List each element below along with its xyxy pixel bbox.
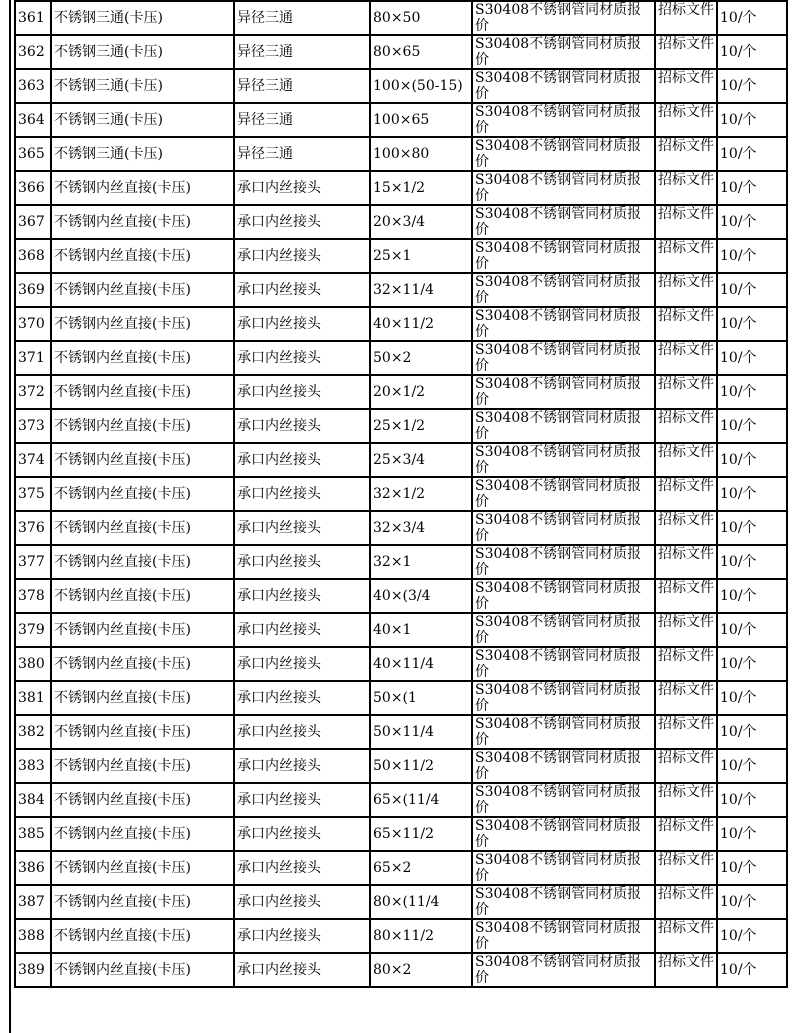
table-row bbox=[15, 953, 787, 987]
item-spec-cell: 40×11/2 bbox=[370, 307, 472, 341]
item-material-cell: S30408不锈钢管同材质报价 bbox=[472, 273, 655, 307]
item-name-cell: 不锈钢内丝直接(卡压) bbox=[51, 273, 234, 307]
item-material-cell: S30408不锈钢管同材质报价 bbox=[472, 885, 655, 919]
item-spec-cell: 40×11/4 bbox=[370, 647, 472, 681]
item-spec-cell: 50×2 bbox=[370, 341, 472, 375]
item-quantity-cell: 10/个 bbox=[717, 715, 787, 749]
item-spec-cell: 65×(11/4 bbox=[370, 783, 472, 817]
item-name-cell: 不锈钢内丝直接(卡压) bbox=[51, 851, 234, 885]
item-material-cell: S30408不锈钢管同材质报价 bbox=[472, 477, 655, 511]
item-material-cell: S30408不锈钢管同材质报价 bbox=[472, 69, 655, 103]
item-source-cell: 招标文件 bbox=[655, 715, 717, 749]
item-type-cell: 承口内丝接头 bbox=[234, 749, 370, 783]
item-source-cell: 招标文件 bbox=[655, 375, 717, 409]
table-row bbox=[15, 137, 787, 171]
item-spec-cell: 32×1/2 bbox=[370, 477, 472, 511]
row-number-cell: 387 bbox=[15, 885, 51, 919]
table-row bbox=[15, 613, 787, 647]
item-source-cell: 招标文件 bbox=[655, 69, 717, 103]
item-name-cell: 不锈钢内丝直接(卡压) bbox=[51, 477, 234, 511]
item-spec-cell: 80×50 bbox=[370, 1, 472, 35]
item-quantity-cell: 10/个 bbox=[717, 1, 787, 35]
row-number-cell: 362 bbox=[15, 35, 51, 69]
item-spec-cell: 100×65 bbox=[370, 103, 472, 137]
item-quantity-cell: 10/个 bbox=[717, 749, 787, 783]
item-material-cell: S30408不锈钢管同材质报价 bbox=[472, 205, 655, 239]
item-quantity-cell: 10/个 bbox=[717, 239, 787, 273]
item-spec-cell: 25×1/2 bbox=[370, 409, 472, 443]
item-source-cell: 招标文件 bbox=[655, 749, 717, 783]
item-spec-cell: 65×2 bbox=[370, 851, 472, 885]
table-row bbox=[15, 307, 787, 341]
table-body bbox=[15, 1, 787, 987]
item-source-cell: 招标文件 bbox=[655, 783, 717, 817]
item-name-cell: 不锈钢内丝直接(卡压) bbox=[51, 681, 234, 715]
table-row bbox=[15, 817, 787, 851]
item-type-cell: 承口内丝接头 bbox=[234, 613, 370, 647]
item-quantity-cell: 10/个 bbox=[717, 681, 787, 715]
item-quantity-cell: 10/个 bbox=[717, 137, 787, 171]
table-row bbox=[15, 477, 787, 511]
item-quantity-cell: 10/个 bbox=[717, 205, 787, 239]
item-spec-cell: 32×1 bbox=[370, 545, 472, 579]
table-row bbox=[15, 545, 787, 579]
item-source-cell: 招标文件 bbox=[655, 205, 717, 239]
row-number-cell: 376 bbox=[15, 511, 51, 545]
item-type-cell: 承口内丝接头 bbox=[234, 511, 370, 545]
item-name-cell: 不锈钢三通(卡压) bbox=[51, 137, 234, 171]
row-number-cell: 379 bbox=[15, 613, 51, 647]
table-row bbox=[15, 749, 787, 783]
item-quantity-cell: 10/个 bbox=[717, 443, 787, 477]
table-row bbox=[15, 783, 787, 817]
table-row bbox=[15, 205, 787, 239]
item-name-cell: 不锈钢内丝直接(卡压) bbox=[51, 205, 234, 239]
item-quantity-cell: 10/个 bbox=[717, 647, 787, 681]
item-type-cell: 异径三通 bbox=[234, 69, 370, 103]
item-source-cell: 招标文件 bbox=[655, 511, 717, 545]
row-number-cell: 384 bbox=[15, 783, 51, 817]
item-name-cell: 不锈钢内丝直接(卡压) bbox=[51, 919, 234, 953]
item-type-cell: 承口内丝接头 bbox=[234, 307, 370, 341]
row-number-cell: 368 bbox=[15, 239, 51, 273]
table-row bbox=[15, 69, 787, 103]
item-spec-cell: 25×1 bbox=[370, 239, 472, 273]
table-row bbox=[15, 579, 787, 613]
item-type-cell: 承口内丝接头 bbox=[234, 409, 370, 443]
item-source-cell: 招标文件 bbox=[655, 477, 717, 511]
item-name-cell: 不锈钢内丝直接(卡压) bbox=[51, 239, 234, 273]
row-number-cell: 388 bbox=[15, 919, 51, 953]
row-number-cell: 361 bbox=[15, 1, 51, 35]
table-row bbox=[15, 851, 787, 885]
item-type-cell: 承口内丝接头 bbox=[234, 919, 370, 953]
item-quantity-cell: 10/个 bbox=[717, 613, 787, 647]
table-row bbox=[15, 341, 787, 375]
row-number-cell: 386 bbox=[15, 851, 51, 885]
item-quantity-cell: 10/个 bbox=[717, 545, 787, 579]
item-type-cell: 承口内丝接头 bbox=[234, 681, 370, 715]
item-quantity-cell: 10/个 bbox=[717, 35, 787, 69]
item-source-cell: 招标文件 bbox=[655, 681, 717, 715]
item-type-cell: 承口内丝接头 bbox=[234, 715, 370, 749]
item-type-cell: 承口内丝接头 bbox=[234, 341, 370, 375]
item-material-cell: S30408不锈钢管同材质报价 bbox=[472, 409, 655, 443]
item-quantity-cell: 10/个 bbox=[717, 307, 787, 341]
item-type-cell: 异径三通 bbox=[234, 103, 370, 137]
item-spec-cell: 100×80 bbox=[370, 137, 472, 171]
item-spec-cell: 15×1/2 bbox=[370, 171, 472, 205]
item-name-cell: 不锈钢三通(卡压) bbox=[51, 69, 234, 103]
item-source-cell: 招标文件 bbox=[655, 817, 717, 851]
item-spec-cell: 20×3/4 bbox=[370, 205, 472, 239]
row-number-cell: 366 bbox=[15, 171, 51, 205]
row-number-cell: 383 bbox=[15, 749, 51, 783]
item-quantity-cell: 10/个 bbox=[717, 579, 787, 613]
table-row bbox=[15, 715, 787, 749]
item-name-cell: 不锈钢内丝直接(卡压) bbox=[51, 341, 234, 375]
table-row bbox=[15, 1, 787, 35]
item-material-cell: S30408不锈钢管同材质报价 bbox=[472, 613, 655, 647]
item-type-cell: 承口内丝接头 bbox=[234, 545, 370, 579]
row-number-cell: 372 bbox=[15, 375, 51, 409]
item-name-cell: 不锈钢三通(卡压) bbox=[51, 35, 234, 69]
item-source-cell: 招标文件 bbox=[655, 885, 717, 919]
item-type-cell: 承口内丝接头 bbox=[234, 239, 370, 273]
item-name-cell: 不锈钢内丝直接(卡压) bbox=[51, 511, 234, 545]
item-material-cell: S30408不锈钢管同材质报价 bbox=[472, 817, 655, 851]
item-spec-cell: 20×1/2 bbox=[370, 375, 472, 409]
item-type-cell: 承口内丝接头 bbox=[234, 579, 370, 613]
item-source-cell: 招标文件 bbox=[655, 171, 717, 205]
item-material-cell: S30408不锈钢管同材质报价 bbox=[472, 375, 655, 409]
item-type-cell: 承口内丝接头 bbox=[234, 851, 370, 885]
item-spec-cell: 80×(11/4 bbox=[370, 885, 472, 919]
table-row bbox=[15, 885, 787, 919]
item-spec-cell: 40×(3/4 bbox=[370, 579, 472, 613]
item-source-cell: 招标文件 bbox=[655, 273, 717, 307]
table-row bbox=[15, 511, 787, 545]
item-name-cell: 不锈钢内丝直接(卡压) bbox=[51, 579, 234, 613]
item-spec-cell: 65×11/2 bbox=[370, 817, 472, 851]
item-material-cell: S30408不锈钢管同材质报价 bbox=[472, 307, 655, 341]
item-quantity-cell: 10/个 bbox=[717, 885, 787, 919]
row-number-cell: 373 bbox=[15, 409, 51, 443]
item-quantity-cell: 10/个 bbox=[717, 103, 787, 137]
item-source-cell: 招标文件 bbox=[655, 35, 717, 69]
row-number-cell: 380 bbox=[15, 647, 51, 681]
item-spec-cell: 32×11/4 bbox=[370, 273, 472, 307]
row-number-cell: 381 bbox=[15, 681, 51, 715]
row-number-cell: 369 bbox=[15, 273, 51, 307]
item-quantity-cell: 10/个 bbox=[717, 409, 787, 443]
item-source-cell: 招标文件 bbox=[655, 919, 717, 953]
item-quantity-cell: 10/个 bbox=[717, 511, 787, 545]
item-name-cell: 不锈钢内丝直接(卡压) bbox=[51, 307, 234, 341]
item-type-cell: 承口内丝接头 bbox=[234, 953, 370, 987]
item-quantity-cell: 10/个 bbox=[717, 817, 787, 851]
item-name-cell: 不锈钢内丝直接(卡压) bbox=[51, 545, 234, 579]
item-material-cell: S30408不锈钢管同材质报价 bbox=[472, 545, 655, 579]
item-material-cell: S30408不锈钢管同材质报价 bbox=[472, 953, 655, 987]
item-material-cell: S30408不锈钢管同材质报价 bbox=[472, 35, 655, 69]
item-name-cell: 不锈钢三通(卡压) bbox=[51, 103, 234, 137]
item-material-cell: S30408不锈钢管同材质报价 bbox=[472, 443, 655, 477]
item-type-cell: 承口内丝接头 bbox=[234, 171, 370, 205]
item-quantity-cell: 10/个 bbox=[717, 375, 787, 409]
item-name-cell: 不锈钢内丝直接(卡压) bbox=[51, 885, 234, 919]
row-number-cell: 365 bbox=[15, 137, 51, 171]
table-row bbox=[15, 647, 787, 681]
item-source-cell: 招标文件 bbox=[655, 647, 717, 681]
item-source-cell: 招标文件 bbox=[655, 851, 717, 885]
item-type-cell: 承口内丝接头 bbox=[234, 885, 370, 919]
table-row bbox=[15, 681, 787, 715]
item-name-cell: 不锈钢内丝直接(卡压) bbox=[51, 375, 234, 409]
item-source-cell: 招标文件 bbox=[655, 341, 717, 375]
item-spec-cell: 80×11/2 bbox=[370, 919, 472, 953]
item-spec-cell: 40×1 bbox=[370, 613, 472, 647]
item-spec-cell: 50×11/4 bbox=[370, 715, 472, 749]
item-spec-cell: 50×(1 bbox=[370, 681, 472, 715]
item-quantity-cell: 10/个 bbox=[717, 919, 787, 953]
table-row bbox=[15, 273, 787, 307]
item-material-cell: S30408不锈钢管同材质报价 bbox=[472, 1, 655, 35]
item-source-cell: 招标文件 bbox=[655, 545, 717, 579]
item-quantity-cell: 10/个 bbox=[717, 851, 787, 885]
item-type-cell: 异径三通 bbox=[234, 35, 370, 69]
item-source-cell: 招标文件 bbox=[655, 613, 717, 647]
table-row bbox=[15, 375, 787, 409]
item-material-cell: S30408不锈钢管同材质报价 bbox=[472, 783, 655, 817]
item-material-cell: S30408不锈钢管同材质报价 bbox=[472, 749, 655, 783]
item-name-cell: 不锈钢内丝直接(卡压) bbox=[51, 817, 234, 851]
item-material-cell: S30408不锈钢管同材质报价 bbox=[472, 919, 655, 953]
item-name-cell: 不锈钢内丝直接(卡压) bbox=[51, 613, 234, 647]
item-spec-cell: 25×3/4 bbox=[370, 443, 472, 477]
item-source-cell: 招标文件 bbox=[655, 953, 717, 987]
item-material-cell: S30408不锈钢管同材质报价 bbox=[472, 681, 655, 715]
item-quantity-cell: 10/个 bbox=[717, 273, 787, 307]
item-material-cell: S30408不锈钢管同材质报价 bbox=[472, 171, 655, 205]
item-quantity-cell: 10/个 bbox=[717, 783, 787, 817]
row-number-cell: 375 bbox=[15, 477, 51, 511]
item-type-cell: 承口内丝接头 bbox=[234, 783, 370, 817]
item-source-cell: 招标文件 bbox=[655, 307, 717, 341]
item-source-cell: 招标文件 bbox=[655, 443, 717, 477]
row-number-cell: 367 bbox=[15, 205, 51, 239]
row-number-cell: 377 bbox=[15, 545, 51, 579]
table-row bbox=[15, 409, 787, 443]
page-left-rule bbox=[9, 0, 11, 1033]
item-source-cell: 招标文件 bbox=[655, 103, 717, 137]
table-row bbox=[15, 919, 787, 953]
item-spec-cell: 50×11/2 bbox=[370, 749, 472, 783]
row-number-cell: 371 bbox=[15, 341, 51, 375]
item-spec-cell: 80×65 bbox=[370, 35, 472, 69]
item-name-cell: 不锈钢内丝直接(卡压) bbox=[51, 749, 234, 783]
item-source-cell: 招标文件 bbox=[655, 409, 717, 443]
item-material-cell: S30408不锈钢管同材质报价 bbox=[472, 715, 655, 749]
item-material-cell: S30408不锈钢管同材质报价 bbox=[472, 511, 655, 545]
item-material-cell: S30408不锈钢管同材质报价 bbox=[472, 647, 655, 681]
table-row bbox=[15, 103, 787, 137]
item-material-cell: S30408不锈钢管同材质报价 bbox=[472, 239, 655, 273]
item-type-cell: 承口内丝接头 bbox=[234, 375, 370, 409]
item-quantity-cell: 10/个 bbox=[717, 171, 787, 205]
item-type-cell: 承口内丝接头 bbox=[234, 205, 370, 239]
item-source-cell: 招标文件 bbox=[655, 137, 717, 171]
row-number-cell: 363 bbox=[15, 69, 51, 103]
item-name-cell: 不锈钢内丝直接(卡压) bbox=[51, 647, 234, 681]
item-type-cell: 承口内丝接头 bbox=[234, 477, 370, 511]
item-quantity-cell: 10/个 bbox=[717, 953, 787, 987]
table-row bbox=[15, 171, 787, 205]
table-row bbox=[15, 35, 787, 69]
item-quantity-cell: 10/个 bbox=[717, 341, 787, 375]
row-number-cell: 374 bbox=[15, 443, 51, 477]
item-name-cell: 不锈钢三通(卡压) bbox=[51, 1, 234, 35]
table-row bbox=[15, 239, 787, 273]
item-quantity-cell: 10/个 bbox=[717, 69, 787, 103]
row-number-cell: 385 bbox=[15, 817, 51, 851]
item-name-cell: 不锈钢内丝直接(卡压) bbox=[51, 953, 234, 987]
row-number-cell: 364 bbox=[15, 103, 51, 137]
row-number-cell: 382 bbox=[15, 715, 51, 749]
item-type-cell: 承口内丝接头 bbox=[234, 273, 370, 307]
item-material-cell: S30408不锈钢管同材质报价 bbox=[472, 103, 655, 137]
item-quantity-cell: 10/个 bbox=[717, 477, 787, 511]
item-name-cell: 不锈钢内丝直接(卡压) bbox=[51, 409, 234, 443]
item-spec-cell: 100×(50-15) bbox=[370, 69, 472, 103]
row-number-cell: 370 bbox=[15, 307, 51, 341]
item-name-cell: 不锈钢内丝直接(卡压) bbox=[51, 783, 234, 817]
row-number-cell: 389 bbox=[15, 953, 51, 987]
price-table bbox=[14, 0, 788, 988]
item-name-cell: 不锈钢内丝直接(卡压) bbox=[51, 171, 234, 205]
item-type-cell: 承口内丝接头 bbox=[234, 817, 370, 851]
item-name-cell: 不锈钢内丝直接(卡压) bbox=[51, 715, 234, 749]
item-spec-cell: 32×3/4 bbox=[370, 511, 472, 545]
item-name-cell: 不锈钢内丝直接(卡压) bbox=[51, 443, 234, 477]
item-type-cell: 异径三通 bbox=[234, 1, 370, 35]
item-source-cell: 招标文件 bbox=[655, 239, 717, 273]
item-spec-cell: 80×2 bbox=[370, 953, 472, 987]
table-row bbox=[15, 443, 787, 477]
item-material-cell: S30408不锈钢管同材质报价 bbox=[472, 851, 655, 885]
item-material-cell: S30408不锈钢管同材质报价 bbox=[472, 137, 655, 171]
item-material-cell: S30408不锈钢管同材质报价 bbox=[472, 341, 655, 375]
item-source-cell: 招标文件 bbox=[655, 1, 717, 35]
item-source-cell: 招标文件 bbox=[655, 579, 717, 613]
item-material-cell: S30408不锈钢管同材质报价 bbox=[472, 579, 655, 613]
row-number-cell: 378 bbox=[15, 579, 51, 613]
item-type-cell: 承口内丝接头 bbox=[234, 443, 370, 477]
item-type-cell: 异径三通 bbox=[234, 137, 370, 171]
item-type-cell: 承口内丝接头 bbox=[234, 647, 370, 681]
